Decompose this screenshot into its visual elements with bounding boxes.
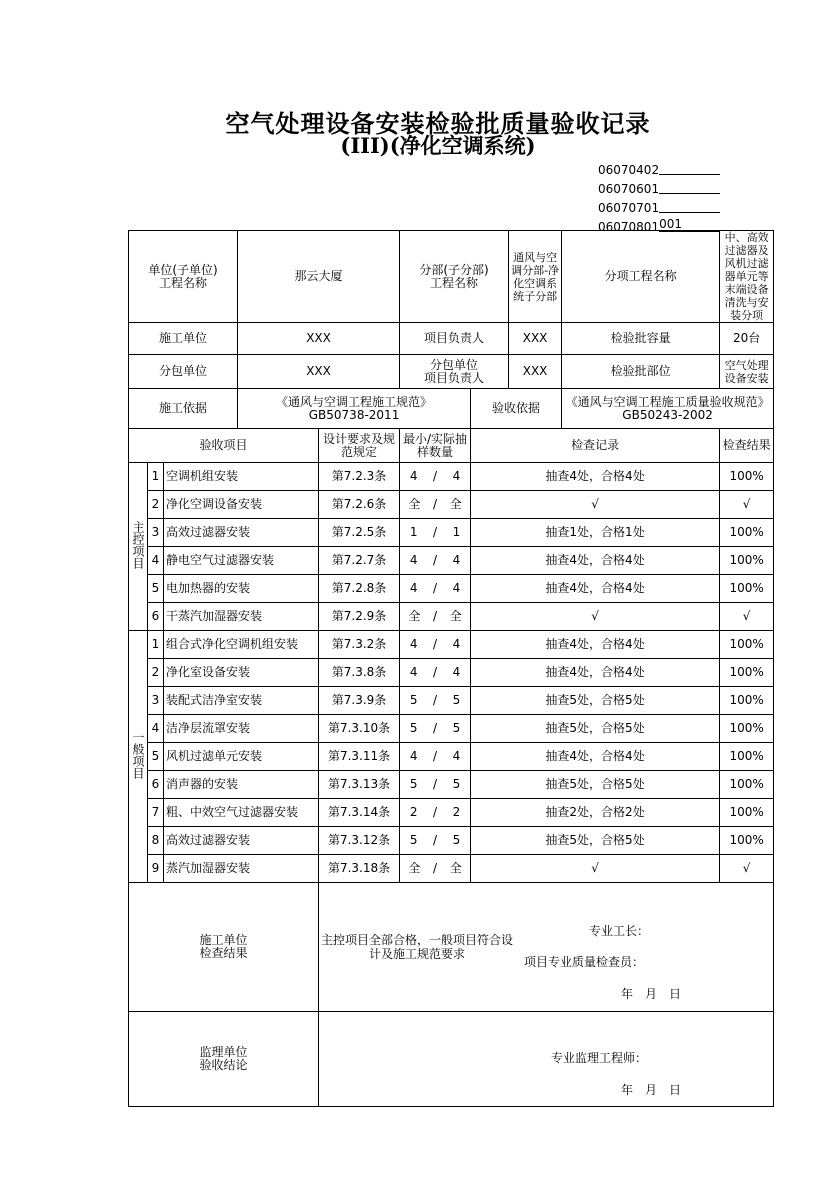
item-no: 6: [148, 603, 164, 631]
sample-actual: 4: [452, 749, 461, 763]
item-record: √: [471, 603, 720, 631]
item-sample: 4 / 4: [400, 743, 471, 771]
item-no: 2: [148, 491, 164, 519]
item-result: 100%: [720, 687, 774, 715]
code-suffix: [659, 198, 720, 213]
item-sample: 全 / 全: [400, 491, 471, 519]
table-row: [129, 463, 774, 491]
sub-value: XXX: [238, 355, 400, 389]
item-record: 抽查4处，合格4处: [471, 659, 720, 687]
sample-actual: 5: [452, 693, 461, 707]
foreman-label: 专业工长：: [589, 924, 650, 938]
construction-check-text: 主控项目全部合格，一般项目符合设计及施工规范要求: [321, 933, 514, 961]
pm-value: XXX: [509, 323, 562, 355]
item-name: 蒸汽加湿器安装: [164, 855, 319, 883]
item-no: 5: [148, 575, 164, 603]
item-record: 抽查4处，合格4处: [471, 575, 720, 603]
sample-actual: 全: [449, 497, 462, 511]
sample-actual: 4: [452, 553, 461, 567]
item-name: 干蒸汽加湿器安装: [164, 603, 319, 631]
sample-min: 5: [409, 721, 418, 735]
header-row-constructor: [129, 323, 774, 355]
item-clause: 第7.2.5条: [319, 519, 400, 547]
supervision-check-label: 监理单位 验收结论: [129, 1012, 319, 1107]
item-no: 5: [148, 743, 164, 771]
table-row: [129, 743, 774, 771]
division-label: 分部(子分部) 工程名称: [400, 231, 509, 323]
table-row: [129, 519, 774, 547]
supervision-check-row: [129, 1012, 774, 1107]
constructor-label: 施工单位: [129, 323, 238, 355]
item-clause: 第7.2.9条: [319, 603, 400, 631]
item-record: 抽查4处，合格4处: [471, 463, 720, 491]
general-group-label: 一般项目: [129, 631, 148, 883]
sample-min: 全: [408, 609, 421, 623]
sample-min: 全: [408, 497, 421, 511]
sample-min: 全: [408, 861, 421, 875]
unit-label: 单位(子单位) 工程名称: [129, 231, 238, 323]
supervision-check-content: [319, 1012, 774, 1107]
item-record: 抽查5处，合格5处: [471, 715, 720, 743]
table-row: [129, 771, 774, 799]
subitem-value: 中、高效过滤器及风机过滤器单元等末端设备清洗与安装分项: [720, 231, 774, 323]
item-no: 3: [148, 687, 164, 715]
sample-actual: 5: [452, 721, 461, 735]
item-no: 1: [148, 463, 164, 491]
construction-date: 年 月 日: [621, 987, 682, 1001]
code-list: [598, 158, 720, 234]
header-row-subcontractor: [129, 355, 774, 389]
inspector-label: 项目专业质量检查员：: [524, 955, 645, 969]
item-result: 100%: [720, 631, 774, 659]
item-name: 静电空气过滤器安装: [164, 547, 319, 575]
item-result: 100%: [720, 799, 774, 827]
page-subtitle: (III)(净化空调系统): [340, 133, 536, 158]
code-number: 06070801: [598, 220, 660, 234]
item-record: 抽查1处，合格1处: [471, 519, 720, 547]
sample-actual: 全: [449, 861, 462, 875]
item-sample: 4 / 4: [400, 575, 471, 603]
item-sample: 全 / 全: [400, 603, 471, 631]
table-row: [129, 659, 774, 687]
item-result: 100%: [720, 547, 774, 575]
sample-min: 4: [409, 469, 418, 483]
sample-actual: 全: [449, 609, 462, 623]
sample-actual: 4: [452, 469, 461, 483]
item-record: 抽查5处，合格5处: [471, 827, 720, 855]
page-title: 空气处理设备安装检验批质量验收记录: [225, 109, 651, 138]
part-value: 空气处理设备安装: [720, 355, 774, 389]
item-clause: 第7.3.14条: [319, 799, 400, 827]
table-row: [129, 855, 774, 883]
accept-label: 验收依据: [471, 389, 562, 429]
item-sample: 5 / 5: [400, 687, 471, 715]
item-result: √: [720, 491, 774, 519]
code-number: 06070601: [598, 182, 660, 196]
sub-pm-label: 分包单位 项目负责人: [400, 355, 509, 389]
item-clause: 第7.3.9条: [319, 687, 400, 715]
pm-label: 项目负责人: [400, 323, 509, 355]
item-no: 7: [148, 799, 164, 827]
table-row: [129, 715, 774, 743]
unit-value: 那云大厦: [238, 231, 400, 323]
code-number: 06070402: [598, 163, 660, 177]
header-row-unit: [129, 231, 774, 323]
code-number: 06070701: [598, 201, 660, 215]
sample-actual: 5: [452, 833, 461, 847]
item-no: 3: [148, 519, 164, 547]
code-suffix: 001: [659, 217, 720, 232]
sample-min: 4: [409, 665, 418, 679]
capacity-value: 20台: [720, 323, 774, 355]
item-sample: 2 / 2: [400, 799, 471, 827]
sample-min: 2: [409, 805, 418, 819]
item-name: 组合式净化空调机组安装: [164, 631, 319, 659]
item-no: 8: [148, 827, 164, 855]
item-sample: 5 / 5: [400, 715, 471, 743]
supervision-date: 年 月 日: [621, 1083, 682, 1097]
item-result: √: [720, 603, 774, 631]
item-result: 100%: [720, 743, 774, 771]
item-name: 风机过滤单元安装: [164, 743, 319, 771]
sample-min: 5: [409, 833, 418, 847]
col-record: 检查记录: [471, 429, 720, 463]
item-clause: 第7.3.10条: [319, 715, 400, 743]
item-sample: 全 / 全: [400, 855, 471, 883]
code-row: [598, 196, 720, 215]
sample-min: 4: [409, 749, 418, 763]
item-clause: 第7.2.7条: [319, 547, 400, 575]
item-clause: 第7.2.8条: [319, 575, 400, 603]
item-record: 抽查5处，合格5处: [471, 687, 720, 715]
table-row: [129, 603, 774, 631]
item-name: 电加热器的安装: [164, 575, 319, 603]
sample-min: 5: [409, 777, 418, 791]
sample-actual: 4: [452, 637, 461, 651]
item-record: √: [471, 855, 720, 883]
item-no: 1: [148, 631, 164, 659]
header-row-basis: [129, 389, 774, 429]
item-no: 6: [148, 771, 164, 799]
item-no: 4: [148, 715, 164, 743]
item-name: 空调机组安装: [164, 463, 319, 491]
item-result: 100%: [720, 827, 774, 855]
item-result: √: [720, 855, 774, 883]
item-name: 装配式洁净室安装: [164, 687, 319, 715]
item-sample: 4 / 4: [400, 631, 471, 659]
code-suffix: [659, 179, 720, 194]
sample-actual: 4: [452, 581, 461, 595]
item-name: 消声器的安装: [164, 771, 319, 799]
part-label: 检验批部位: [562, 355, 720, 389]
capacity-label: 检验批容量: [562, 323, 720, 355]
item-name: 粗、中效空气过滤器安装: [164, 799, 319, 827]
item-sample: 5 / 5: [400, 827, 471, 855]
table-row: [129, 575, 774, 603]
code-row: [598, 177, 720, 196]
construction-check-row: [129, 883, 774, 1012]
item-clause: 第7.3.18条: [319, 855, 400, 883]
sample-actual: 2: [452, 805, 461, 819]
subitem-label: 分项工程名称: [562, 231, 720, 323]
item-name: 净化室设备安装: [164, 659, 319, 687]
basis-label: 施工依据: [129, 389, 238, 429]
sample-min: 4: [409, 581, 418, 595]
col-sample: 最小/实际抽样数量: [400, 429, 471, 463]
item-sample: 4 / 4: [400, 659, 471, 687]
item-clause: 第7.3.8条: [319, 659, 400, 687]
construction-check-content: [319, 883, 774, 1012]
construction-check-label: 施工单位 检查结果: [129, 883, 319, 1012]
sub-pm-value: XXX: [509, 355, 562, 389]
item-record: 抽查4处，合格4处: [471, 631, 720, 659]
item-name: 高效过滤器安装: [164, 827, 319, 855]
item-record: 抽查2处，合格2处: [471, 799, 720, 827]
item-sample: 4 / 4: [400, 547, 471, 575]
item-name: 净化空调设备安装: [164, 491, 319, 519]
item-record: 抽查5处，合格5处: [471, 771, 720, 799]
sample-min: 1: [409, 525, 418, 539]
code-row: [598, 158, 720, 177]
sample-actual: 5: [452, 777, 461, 791]
table-row: [129, 687, 774, 715]
item-clause: 第7.2.3条: [319, 463, 400, 491]
col-item: 验收项目: [129, 429, 319, 463]
item-result: 100%: [720, 519, 774, 547]
engineer-label: 专业监理工程师：: [551, 1051, 648, 1065]
item-sample: 4 / 4: [400, 463, 471, 491]
item-result: 100%: [720, 659, 774, 687]
item-name: 高效过滤器安装: [164, 519, 319, 547]
item-clause: 第7.2.6条: [319, 491, 400, 519]
division-value: 通风与空调分部-净化空调系统子分部: [509, 231, 562, 323]
code-suffix: [659, 160, 720, 175]
item-record: √: [471, 491, 720, 519]
col-design: 设计要求及规范规定: [319, 429, 400, 463]
main-group-label: 主控项目: [129, 463, 148, 631]
item-sample: 5 / 5: [400, 771, 471, 799]
table-row: [129, 547, 774, 575]
item-result: 100%: [720, 771, 774, 799]
column-header-row: [129, 429, 774, 463]
sample-actual: 1: [452, 525, 461, 539]
sample-min: 5: [409, 693, 418, 707]
sample-min: 4: [409, 553, 418, 567]
col-result: 检查结果: [720, 429, 774, 463]
item-no: 4: [148, 547, 164, 575]
item-sample: 1 / 1: [400, 519, 471, 547]
item-clause: 第7.3.13条: [319, 771, 400, 799]
table-row: [129, 491, 774, 519]
item-result: 100%: [720, 575, 774, 603]
sample-actual: 4: [452, 665, 461, 679]
table-row: [129, 799, 774, 827]
basis-value: 《通风与空调工程施工规范》 GB50738-2011: [238, 389, 471, 429]
table-row: [129, 827, 774, 855]
item-clause: 第7.3.12条: [319, 827, 400, 855]
item-clause: 第7.3.11条: [319, 743, 400, 771]
sample-min: 4: [409, 637, 418, 651]
item-result: 100%: [720, 463, 774, 491]
sub-label: 分包单位: [129, 355, 238, 389]
inspection-form-table: [128, 230, 774, 1107]
item-record: 抽查4处，合格4处: [471, 547, 720, 575]
item-no: 2: [148, 659, 164, 687]
constructor-value: XXX: [238, 323, 400, 355]
table-row: [129, 631, 774, 659]
item-name: 洁净层流罩安装: [164, 715, 319, 743]
item-record: 抽查4处，合格4处: [471, 743, 720, 771]
accept-value: 《通风与空调工程施工质量验收规范》GB50243-2002: [562, 389, 774, 429]
item-clause: 第7.3.2条: [319, 631, 400, 659]
item-result: 100%: [720, 715, 774, 743]
item-no: 9: [148, 855, 164, 883]
